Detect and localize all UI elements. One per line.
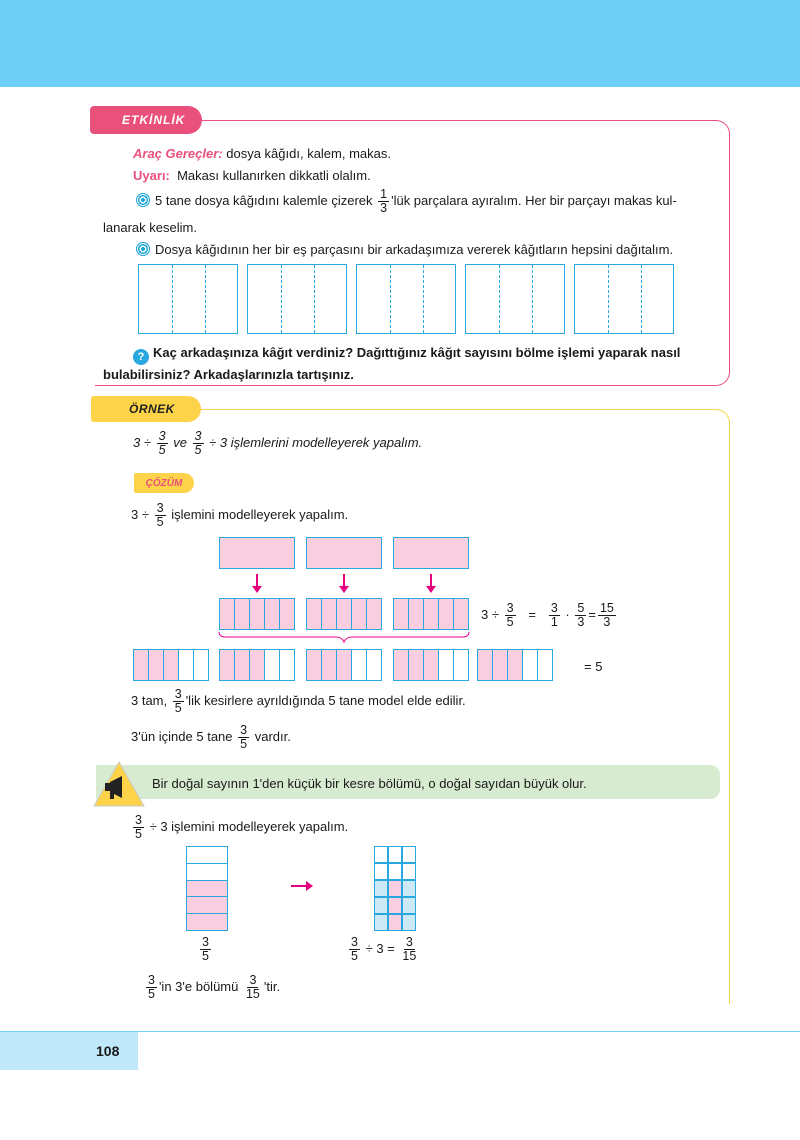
megaphone-icon	[92, 760, 146, 808]
right-arrow-icon	[290, 880, 314, 892]
part1-heading: 3 ÷ $\frac{3}{5}$ işlemini modelleyerek yapalım.	[131, 501, 349, 530]
group-model	[306, 649, 382, 681]
question-line: ? Kaç arkadaşınıza kâğıt verdiniz? Dağıttığınız kâğıt sayısını bölme işlemi yaparak nasıl	[133, 345, 680, 365]
example-tab: ÖRNEK	[91, 396, 201, 422]
brace	[218, 630, 470, 644]
icinde-sentence: 3'ün içinde 5 tane $\frac{3}{5}$ vardır.	[131, 723, 291, 752]
step1-cont: lanarak keselim.	[103, 220, 197, 235]
group-model	[393, 649, 469, 681]
solution-tab: ÇÖZÜM	[134, 473, 194, 493]
paper-model	[574, 264, 674, 334]
down-arrow-icon	[256, 574, 258, 588]
whole-model	[219, 537, 295, 569]
down-arrow-icon	[430, 574, 432, 588]
fraction: $\frac{1}{3}$	[380, 187, 388, 216]
example-intro: 3 ÷ $\frac{3}{5}$ ve $\frac{3}{5}$ ÷ 3 işlemlerini modelleyerek yapalım.	[133, 429, 423, 458]
group-model	[219, 649, 295, 681]
tam-sentence: 3 tam, $\frac{3}{5}$ 'lik kesirlere ayrıldığında 5 tane model elde edilir.	[131, 687, 466, 716]
whole-model	[393, 537, 469, 569]
fifteenths-grid	[374, 846, 416, 931]
question-cont: bulabilirsiniz? Arkadaşlarınızla tartışınız.	[103, 367, 354, 382]
part2-heading: $\frac{3}{5}$ ÷ 3 işlemini modelleyerek yapalım.	[135, 813, 349, 842]
fifths-column	[186, 846, 228, 931]
step1-line: 5 tane dosya kâğıdını kalemle çizerek $\frac{1}{3}$ 'lük parçalara ayıralım. Her bir parçayı makas kul-	[136, 188, 677, 215]
step2-line: Dosya kâğıdının her bir eş parçasını bir arkadaşımıza vererek kâğıtların hepsini dağıtalım.	[136, 242, 673, 257]
equation-result: = 5	[584, 659, 603, 674]
paper-model	[247, 264, 347, 334]
whole-model	[306, 537, 382, 569]
paper-model	[356, 264, 456, 334]
group-model	[477, 649, 553, 681]
fifths-model	[306, 598, 382, 630]
equation-2: $\frac{3}{5}$ ÷ 3 = $\frac{3}{15}$	[351, 935, 417, 964]
page-number: 108	[96, 1043, 120, 1059]
header-band	[0, 0, 800, 87]
materials-line: Araç Gereçler: dosya kâğıdı, kalem, makas.	[133, 146, 391, 161]
bolum-sentence: $\frac{3}{5}$ 'in 3'e bölümü $\frac{3}{15}$ 'tir.	[148, 973, 281, 1002]
paper-model	[138, 264, 238, 334]
fifths-model	[393, 598, 469, 630]
fraction-3-5: $\frac{3}{5}$	[202, 935, 209, 964]
activity-tab: ETKİNLİK	[90, 106, 202, 134]
target-bullet-icon	[136, 193, 150, 207]
down-arrow-icon	[343, 574, 345, 588]
equation: 3 ÷ $\frac{3}{5}$ = $\frac{3}{1}$ · $\frac{5}{3}$ = $\frac{15}{3}$	[481, 601, 614, 630]
note-text: Bir doğal sayının 1'den küçük bir kesre bölümü, o doğal sayıdan büyük olur.	[152, 776, 587, 791]
group-model	[133, 649, 209, 681]
warning-line: Uyarı: Makası kullanırken dikkatli olalım.	[133, 168, 371, 183]
paper-model	[465, 264, 565, 334]
fifths-model	[219, 598, 295, 630]
question-icon: ?	[133, 349, 149, 365]
target-bullet-icon	[136, 242, 150, 256]
